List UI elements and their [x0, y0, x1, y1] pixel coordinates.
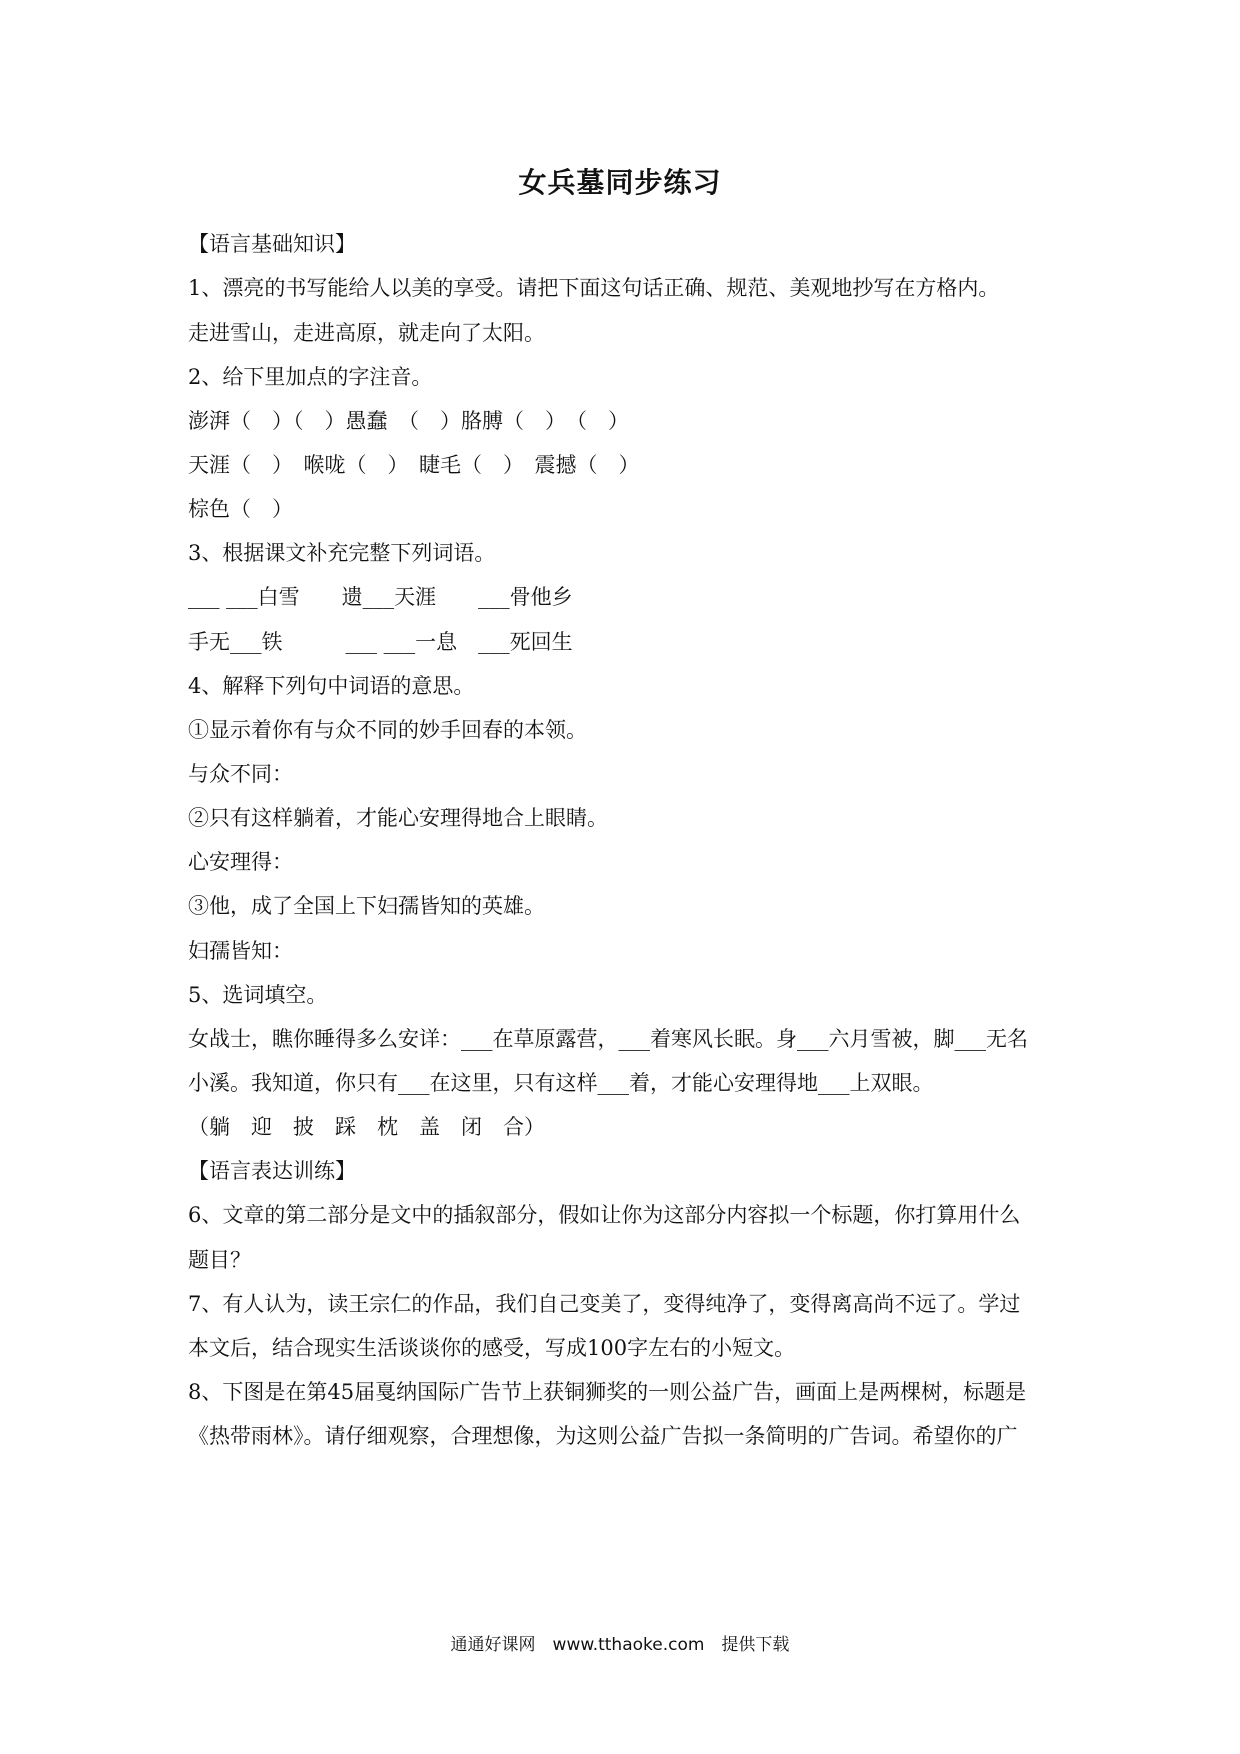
- question-5-text: 5、选词填空。: [188, 983, 328, 1007]
- question-2-row-2: 天涯（ ） 喉咙（ ） 睫毛（ ） 震撼（ ）: [188, 453, 640, 477]
- question-3-row-2: 手无___铁 ___ ___一息 ___死回生: [188, 630, 573, 654]
- question-4-text: 4、解释下列句中词语的意思。: [188, 674, 475, 698]
- question-3-text: 3、根据课文补充完整下列词语。: [188, 541, 496, 565]
- section-heading-basics: 【语言基础知识】: [188, 232, 356, 256]
- question-3-row-1: ___ ___白雪 遗___天涯 ___骨他乡: [188, 585, 573, 609]
- question-4-sentence-2: ②只有这样躺着，才能心安理得地合上眼睛。: [188, 806, 608, 830]
- page-footer: 通通好课网 www.tthaoke.com 提供下载: [450, 1635, 790, 1655]
- document-title: 女兵墓同步练习: [518, 166, 722, 199]
- question-2-text: 2、给下里加点的字注音。: [188, 365, 433, 389]
- question-5-word-bank: （躺 迎 披 踩 枕 盖 闭 合）: [188, 1115, 545, 1139]
- question-5-passage-line-1: 女战士，瞧你睡得多么安详：___在草原露营，___着寒风长眠。身___六月雪被，脚___无名: [188, 1027, 1028, 1051]
- question-1-sentence: 走进雪山，走进高原，就走向了太阳。: [188, 321, 545, 345]
- question-4-term-2: 心安理得：: [188, 850, 293, 874]
- question-5-passage-line-2: 小溪。我知道，你只有___在这里，只有这样___着，才能心安理得地___上双眼。: [188, 1071, 934, 1095]
- question-2-row-1: 澎湃（ ）（ ）愚蠢 （ ）胳膊（ ） （ ）: [188, 409, 629, 433]
- question-6-line-1: 6、文章的第二部分是文中的插叙部分，假如让你为这部分内容拟一个标题，你打算用什么: [188, 1203, 1021, 1227]
- question-4-term-3: 妇孺皆知：: [188, 939, 293, 963]
- question-2-row-3: 棕色（ ）: [188, 497, 293, 521]
- question-4-sentence-1: ①显示着你有与众不同的妙手回春的本领。: [188, 718, 587, 742]
- question-8-line-2: 《热带雨林》。请仔细观察，合理想像，为这则公益广告拟一条简明的广告词。希望你的广: [188, 1424, 1018, 1448]
- question-4-sentence-3: ③他，成了全国上下妇孺皆知的英雄。: [188, 894, 545, 918]
- question-4-term-1: 与众不同：: [188, 762, 293, 786]
- question-6-line-2: 题目？: [188, 1248, 251, 1272]
- question-7-line-1: 7、有人认为，读王宗仁的作品，我们自己变美了，变得纯净了，变得离高尚不远了。学过: [188, 1292, 1021, 1316]
- section-heading-expression: 【语言表达训练】: [188, 1159, 356, 1183]
- question-1-text: 1、漂亮的书写能给人以美的享受。请把下面这句话正确、规范、美观地抄写在方格内。: [188, 276, 1000, 300]
- question-8-line-1: 8、下图是在第45届戛纳国际广告节上获铜狮奖的一则公益广告，画面上是两棵树，标题是: [188, 1380, 1027, 1404]
- question-7-line-2: 本文后，结合现实生活谈谈你的感受，写成100字左右的小短文。: [188, 1336, 796, 1360]
